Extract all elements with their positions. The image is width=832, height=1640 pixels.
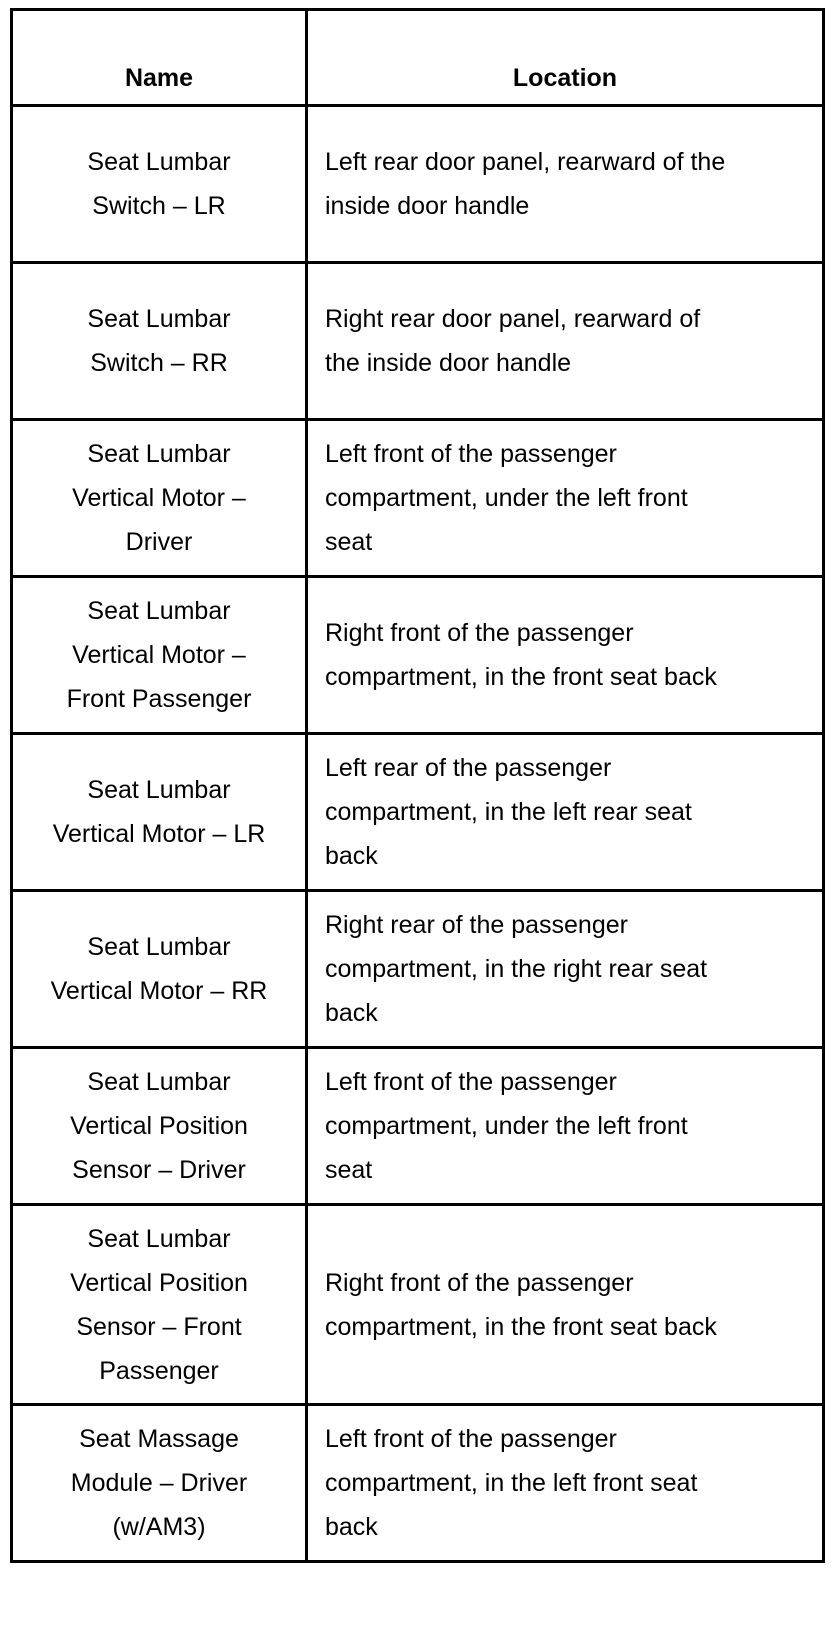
location-line: compartment, in the front seat back <box>325 1312 717 1341</box>
name-line: Passenger <box>99 1356 219 1385</box>
name-line: Vertical Motor – LR <box>52 820 266 848</box>
name-line: Sensor – Front <box>76 1312 242 1341</box>
name-line: Driver <box>125 528 193 556</box>
header-name: Name <box>12 10 307 106</box>
location-line: back <box>325 842 378 870</box>
name-cell <box>12 420 307 577</box>
location-line: inside door handle <box>325 192 530 220</box>
location-cell <box>307 420 824 577</box>
name-line: Seat Lumbar <box>87 305 231 333</box>
table-row <box>12 420 824 577</box>
location-cell <box>307 1048 824 1205</box>
location-line: compartment, in the right rear seat <box>325 955 708 983</box>
name-line: Vertical Motor – RR <box>50 977 268 1005</box>
location-cell <box>307 577 824 734</box>
name-cell <box>12 891 307 1048</box>
location-line: Right front of the passenger <box>325 1268 634 1297</box>
name-line: Vertical Position <box>70 1112 248 1140</box>
location-line: Left front of the passenger <box>325 1425 617 1453</box>
name-line: Seat Lumbar <box>87 776 231 804</box>
location-line: compartment, under the left front <box>325 484 688 512</box>
location-cell <box>307 263 824 420</box>
table-row <box>12 577 824 734</box>
location-line: compartment, in the left rear seat <box>325 798 692 826</box>
name-line: Vertical Position <box>70 1268 248 1297</box>
name-line: Vertical Motor – <box>72 484 246 512</box>
name-cell <box>12 263 307 420</box>
name-cell <box>12 1205 307 1405</box>
location-cell <box>307 106 824 263</box>
name-cell <box>12 1048 307 1205</box>
location-line: Left rear door panel, rearward of the <box>325 148 726 176</box>
name-line: Seat Massage <box>79 1425 239 1453</box>
name-line: Module – Driver <box>70 1469 248 1497</box>
location-line: Left front of the passenger <box>325 1068 617 1096</box>
location-line: compartment, under the left front <box>325 1112 688 1140</box>
name-line: Seat Lumbar <box>87 1224 231 1253</box>
table-row <box>12 106 824 263</box>
location-line: back <box>325 1513 378 1541</box>
name-line: Seat Lumbar <box>87 1068 231 1096</box>
location-line: Right rear of the passenger <box>325 911 628 939</box>
table-row <box>12 1205 824 1405</box>
table-row <box>12 1048 824 1205</box>
location-cell <box>307 734 824 891</box>
name-line: Seat Lumbar <box>87 933 231 961</box>
location-line: Left rear of the passenger <box>325 754 612 782</box>
location-cell <box>307 1205 824 1405</box>
name-line: Seat Lumbar <box>87 597 231 625</box>
name-line: (w/AM3) <box>112 1513 206 1541</box>
name-line: Sensor – Driver <box>72 1156 246 1184</box>
location-cell <box>307 1405 824 1562</box>
table-row <box>12 1405 824 1562</box>
location-line: seat <box>325 1156 373 1184</box>
name-line: Seat Lumbar <box>87 440 231 468</box>
table-row <box>12 891 824 1048</box>
name-line: Vertical Motor – <box>72 641 246 669</box>
location-line: back <box>325 999 378 1027</box>
location-cell <box>307 891 824 1048</box>
header-location: Location <box>307 10 824 106</box>
location-line: Left front of the passenger <box>325 440 617 468</box>
name-line: Front Passenger <box>66 685 252 713</box>
table-row <box>12 263 824 420</box>
location-line: Right rear door panel, rearward of <box>325 305 701 333</box>
location-line: Right front of the passenger <box>325 619 634 647</box>
location-line: compartment, in the front seat back <box>325 663 717 691</box>
component-location-table <box>10 8 825 1563</box>
name-line: Switch – RR <box>90 349 228 377</box>
header-row <box>12 10 824 106</box>
name-cell <box>12 577 307 734</box>
name-cell <box>12 1405 307 1562</box>
name-line: Switch – LR <box>92 192 226 220</box>
name-cell <box>12 734 307 891</box>
name-cell <box>12 106 307 263</box>
location-line: the inside door handle <box>325 349 572 377</box>
table-row <box>12 734 824 891</box>
location-line: seat <box>325 528 373 556</box>
name-line: Seat Lumbar <box>87 148 231 176</box>
location-line: compartment, in the left front seat <box>325 1469 698 1497</box>
